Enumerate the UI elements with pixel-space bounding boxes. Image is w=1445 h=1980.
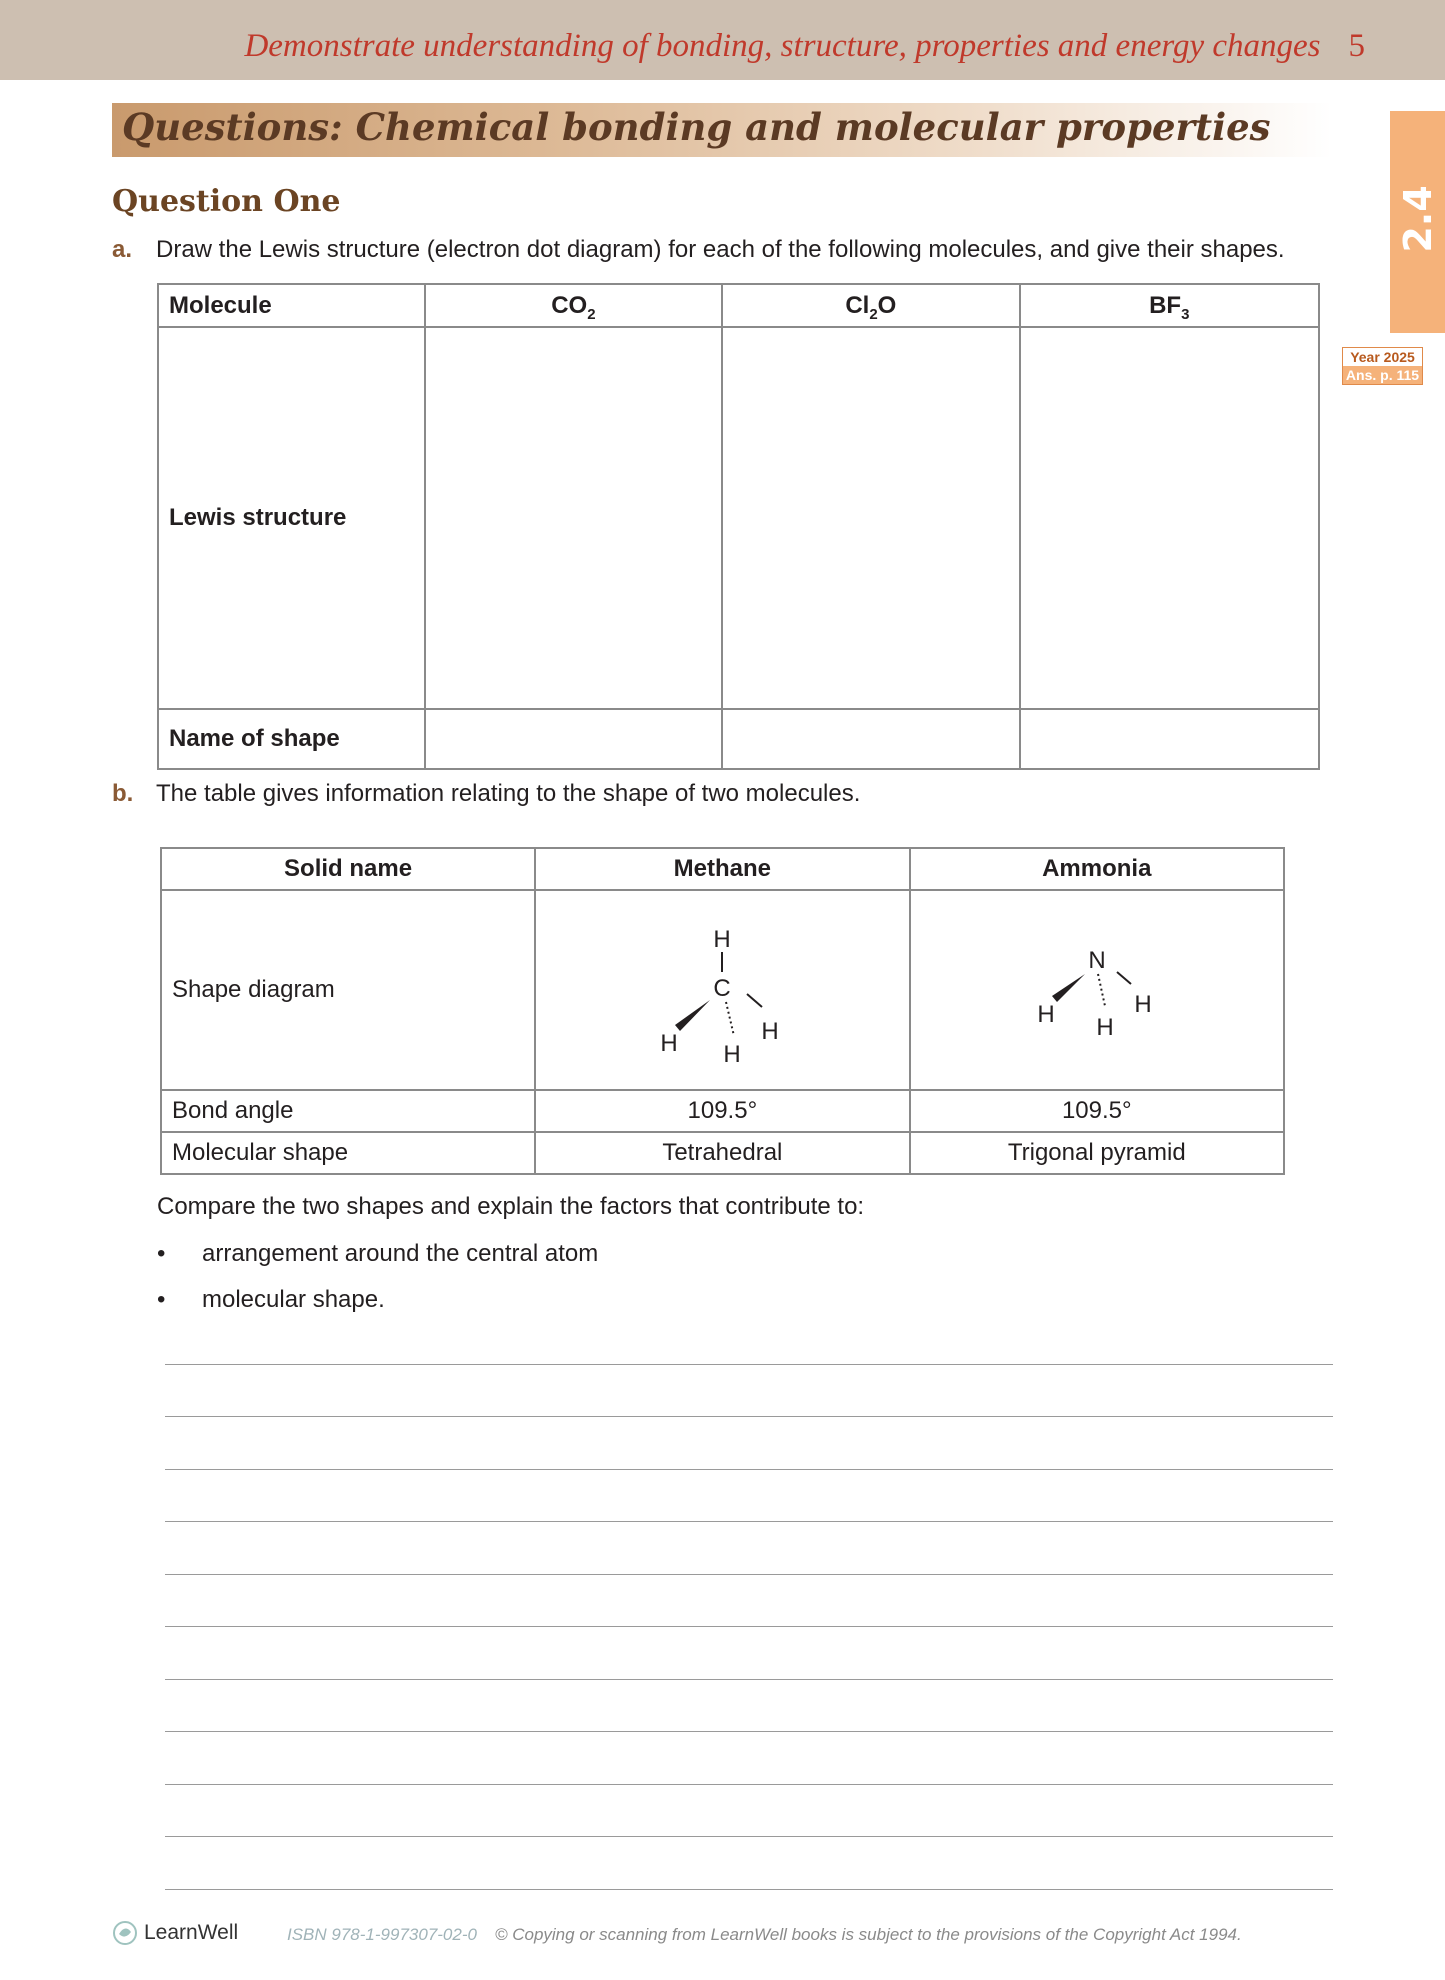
answer-line[interactable] [165,1889,1333,1890]
methane-bottom-h: H [723,1041,742,1068]
ammonia-bond-angle: 109.5° [910,1090,1284,1132]
answer-line[interactable] [165,1574,1333,1575]
methane-wedge-bond [675,1000,710,1031]
lewis-answer-cell-cl2o[interactable] [722,327,1019,709]
section-tab [1390,111,1445,333]
part-a-label: a. [112,236,133,263]
brand-name: LearnWell [144,1921,239,1944]
copyright-notice: © Copying or scanning from LearnWell books is subject to the provisions of the Copyright Act 1994. [494,1925,1242,1944]
solid-name-header: Solid name [161,848,535,890]
shape-diagram-label: Shape diagram [161,890,535,1090]
lewis-structure-table [157,283,1320,770]
answer-line[interactable] [165,1626,1333,1627]
lewis-answer-cell-bf3[interactable] [1020,327,1319,709]
ammonia-nitrogen: N [1088,947,1106,974]
part-b-label: b. [112,780,134,807]
answer-line[interactable] [165,1469,1333,1470]
ammonia-shape: Trigonal pyramid [910,1132,1284,1174]
ammonia-diagram-cell [910,890,1284,1090]
answer-line[interactable] [165,1836,1333,1837]
page-number: 5 [1348,28,1365,64]
footer-logo [112,1920,238,1946]
answer-line[interactable] [165,1679,1333,1680]
learnwell-logo-icon [112,1920,138,1946]
part-a-text: Draw the Lewis structure (electron dot diagram) for each of the following molecules, and give their shapes. [156,236,1285,263]
methane-bond-angle: 109.5° [535,1090,909,1132]
methane-carbon: C [713,975,732,1002]
methane-shape: Tetrahedral [535,1132,909,1174]
molecule-co2: $CO_2$ [425,284,722,327]
section-number: 2.4 [1395,185,1440,253]
ammonia-header: Ammonia [910,848,1284,890]
ammonia-bottom-h: H [1096,1014,1114,1041]
compare-instruction: Compare the two shapes and explain the factors that contribute to: [157,1193,865,1220]
lewis-structure-row [158,327,1319,709]
molecule-cl2o: $Cl_2O$ [722,284,1019,327]
answer-line[interactable] [165,1416,1333,1417]
shape-answer-cell-bf3[interactable] [1020,709,1319,769]
ammonia-right-h: H [1134,991,1152,1018]
part-a-prompt [112,236,1285,264]
shape-diagram-row [161,890,1284,1090]
table-header-row [158,284,1319,327]
answer-line[interactable] [165,1364,1333,1365]
year-label: Year 2025 [1350,349,1415,365]
ammonia-wedge-bond [1052,974,1085,1002]
list-item: • arrangement around the central atom [157,1240,598,1286]
methane-diagram-cell [535,890,909,1090]
answer-line[interactable] [165,1521,1333,1522]
page-title: Questions: Chemical bonding and molecular properties [122,105,1271,149]
factor-bullet-list [157,1240,598,1332]
molecular-shape-label: Molecular shape [161,1132,535,1174]
footer-copyright [287,1925,1242,1945]
list-item: • molecular shape. [157,1286,598,1332]
answer-line[interactable] [165,1731,1333,1732]
ammonia-structure-diagram [997,910,1197,1070]
answer-line[interactable] [165,1784,1333,1785]
running-header [244,28,1365,65]
title-banner [112,103,1332,157]
isbn: ISBN 978-1-997307-02-0 [287,1925,477,1944]
molecule-shape-table [160,847,1285,1175]
molecule-bf3: $BF_3$ [1020,284,1319,327]
molecule-header: Molecule [158,284,425,327]
bond-angle-row [161,1090,1284,1132]
lewis-answer-cell-co2[interactable] [425,327,722,709]
methane-top-h: H [713,926,732,953]
molecular-shape-row [161,1132,1284,1174]
answer-page-label: Ans. p. 115 [1343,366,1422,384]
shape-name-row [158,709,1319,769]
year-reference-box [1342,347,1423,385]
methane-structure-diagram [622,910,822,1070]
shape-answer-cell-cl2o[interactable] [722,709,1019,769]
shape-answer-cell-co2[interactable] [425,709,722,769]
lewis-structure-label: Lewis structure [158,327,425,709]
ammonia-left-h: H [1037,1001,1055,1028]
bond-angle-label: Bond angle [161,1090,535,1132]
part-b-text: The table gives information relating to the shape of two molecules. [156,780,861,807]
running-title: Demonstrate understanding of bonding, structure, properties and energy changes [244,28,1321,64]
table-header-row [161,848,1284,890]
shape-name-label: Name of shape [158,709,425,769]
methane-right-h: H [761,1018,780,1045]
question-heading: Question One [112,184,341,219]
methane-left-h: H [660,1030,679,1057]
part-b-prompt [112,780,860,808]
methane-header: Methane [535,848,909,890]
